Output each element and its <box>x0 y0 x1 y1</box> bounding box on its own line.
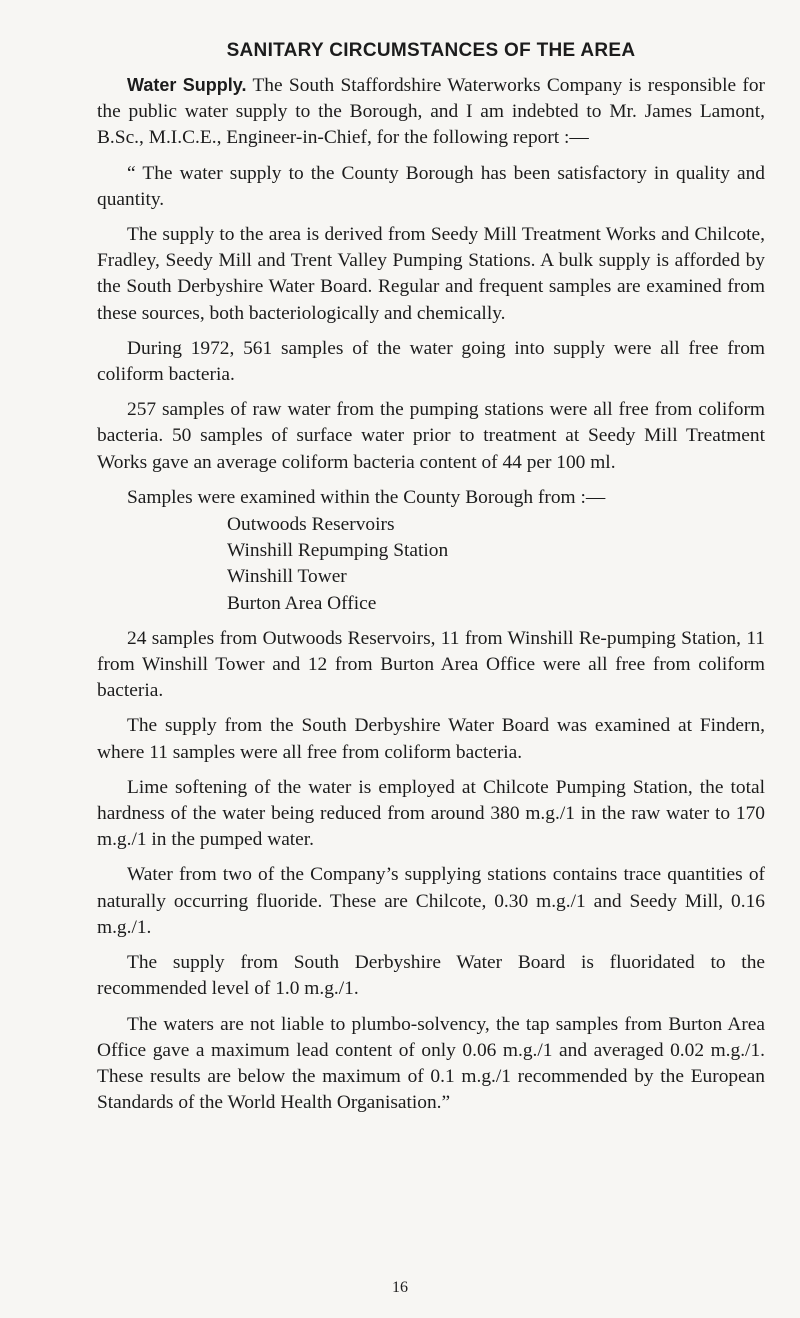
paragraph: Lime softening of the water is employed at Chilcote Pumping Station, the total hardness of the water being reduced from around 380 m.g./1 in the raw water to 170 m.g./1 in the pumped water. <box>97 776 765 851</box>
sample-sources-list <box>97 512 765 617</box>
paragraph: During 1972, 561 samples of the water going into supply were all free from coliform bacteria. <box>97 337 765 386</box>
paragraph: Water from two of the Company’s supplying stations contains trace quantities of naturally occurring fluoride. These are Chilcote, 0.30 m.g./1 and Seedy Mill, 0.16 m.g./1. <box>97 864 765 938</box>
list-item: Burton Area Office <box>227 592 377 614</box>
paragraph: Samples were examined within the County Borough from :— <box>127 486 606 508</box>
paragraph: “ The water supply to the County Borough has been satisfactory in quality and quantity. <box>97 162 765 210</box>
paragraph: The supply from South Derbyshire Water Board is fluoridated to the recommended level of 1.0 m.g./1. <box>97 952 765 1000</box>
list-item: Winshill Repumping Station <box>227 540 449 562</box>
paragraph: The waters are not liable to plumbo-solvency, the tap samples from Burton Area Office gave a maximum lead content of only 0.06 m.g./1 and averaged 0.02 m.g./1. These results are below the maximum of 0.1 m.g./1 recommended by the European Standards of the World Health Organisation.” <box>97 1013 765 1114</box>
section-heading: Water Supply. <box>127 75 247 95</box>
document-page <box>97 38 765 1125</box>
paragraph: The supply from the South Derbyshire Water Board was examined at Findern, where 11 samples were all free from coliform bacteria. <box>97 715 765 763</box>
paragraph: 24 samples from Outwoods Reservoirs, 11 from Winshill Re-pumping Station, 11 from Winshill Tower and 12 from Burton Area Office were all free from coliform bacteria. <box>97 627 765 702</box>
list-item: Winshill Tower <box>227 566 347 588</box>
page-title: SANITARY CIRCUMSTANCES OF THE AREA <box>226 40 636 61</box>
paragraph: 257 samples of raw water from the pumping stations were all free from coliform bacteria. 50 samples of surface water prior to treatment at Seedy Mill Treatment Works gave an average coliform bacteria content of 44 per 100 ml. <box>97 399 765 473</box>
intro-text: The South Staffordshire Waterworks Company is responsible for the public water supply to the Borough, and I am indebted to Mr. James Lamont, B.Sc., M.I.C.E., Engineer-in-Chief, for the following report :— <box>97 75 766 149</box>
paragraph: The supply to the area is derived from Seedy Mill Treatment Works and Chilcote, Fradley, Seedy Mill and Trent Valley Pumping Stations. A bulk supply is afforded by the South Derbyshire Water Board. Regular and frequent samples are examined from these sources, both bacteriologically and chemically. <box>97 224 765 324</box>
intro-paragraph <box>97 72 765 152</box>
page-number: 16 <box>392 1279 408 1296</box>
list-item: Outwoods Reservoirs <box>227 514 395 536</box>
